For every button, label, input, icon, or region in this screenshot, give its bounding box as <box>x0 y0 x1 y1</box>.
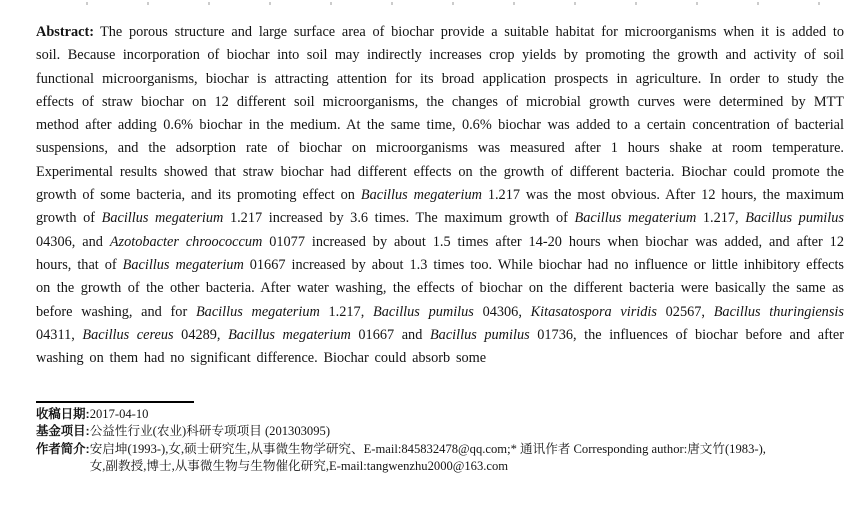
abstract-text-run: 1.217, <box>319 303 373 320</box>
fund-project-label: 基金项目: <box>36 424 90 439</box>
abstract-text-run: 01736, the influences of biochar before and after washing on them had no significant difference. Biochar could absorb some <box>36 326 844 367</box>
abstract-text-run: 04289, <box>173 326 229 343</box>
received-date-label: 收稿日期: <box>36 407 90 421</box>
fund-project-line <box>36 423 844 440</box>
species-name: Bacillus cereus <box>82 326 174 343</box>
species-name: Azotobacter chroococcum <box>109 233 263 250</box>
footnote-block <box>36 401 844 476</box>
abstract-text <box>36 24 844 366</box>
received-date-line <box>36 406 844 423</box>
species-name: Bacillus megaterium <box>101 210 224 227</box>
abstract-text-run: 04306, and <box>36 233 110 250</box>
abstract-text-run: 1.217, <box>696 210 746 227</box>
species-name: Bacillus megaterium <box>122 256 244 273</box>
species-name: Bacillus megaterium <box>574 210 697 227</box>
cropped-text-remnant <box>86 2 842 5</box>
species-name: Kitasatospora viridis <box>530 303 657 320</box>
received-date-value: 2017-04-10 <box>89 407 149 421</box>
species-name: Bacillus megaterium <box>360 187 482 204</box>
abstract-text-run: The porous structure and large surface area of biochar provide a suitable habitat for microorganisms when it is added to soil. Because incorporation of biochar into soil may indirectly increases crop yields by promoting the growth and activity of soil functional microorganisms, biochar is attracting attention for its broad application prospects in agriculture. In order to study the effects of straw biochar on 12 different soil microorganisms, the changes of microbial growth curves were determined by MTT method after adding 0.6% biochar in the medium. At the same time, 0.6% biochar was added to a certain concentration of bacterial suspensions, and the adsorption rate of biochar on microorganisms was measured after 1 hours shake at room temperature. Experimental results showed that straw biochar had different effects on the growth of different bacteria. Biochar could promote the growth of some bacteria, and its promoting effect on <box>36 24 844 204</box>
author-bio-label: 作者简介: <box>36 441 90 456</box>
abstract-text-run: 04311, <box>36 326 83 343</box>
abstract-text-run: 1.217 increased by 3.6 times. The maximum growth of <box>223 210 575 227</box>
species-name: Bacillus thuringiensis <box>713 303 844 320</box>
author-bio-line1: 安启坤(1993-),女,硕士研究生,从事微生物学研究、E-mail:845832478@qq.com;* 通讯作者 Corresponding author:唐文竹(1983-), <box>89 441 766 456</box>
author-bio-line2: 女,副教授,博士,从事微生物与生物催化研究,E-mail:tangwenzhu2000@163.com <box>89 459 509 474</box>
abstract-text-run: 02567, <box>656 303 714 320</box>
abstract-text-run: 01667 increased by about 1.3 times too. While biochar had no influence or little inhibitory effects on the growth of the other bacteria. After water washing, the effects of biochar on the different bacteria were basically the same as before washing, and for <box>36 256 844 320</box>
abstract-text-run: 01077 increased by about 1.5 times after 14-20 hours when biochar was added, and after 12 hours, that of <box>36 233 844 273</box>
species-name: Bacillus pumilus <box>373 303 474 320</box>
species-name: Bacillus pumilus <box>745 210 844 227</box>
abstract-label: Abstract: <box>36 24 94 40</box>
species-name: Bacillus pumilus <box>429 326 530 343</box>
abstract-paragraph <box>36 21 844 370</box>
species-name: Bacillus megaterium <box>228 326 351 343</box>
abstract-text-run: 04306, <box>473 303 531 320</box>
species-name: Bacillus megaterium <box>195 303 320 320</box>
abstract-text-run: 01667 and <box>350 326 430 343</box>
author-bio-content <box>90 441 766 476</box>
author-bio-line <box>36 441 844 476</box>
fund-project-value: 公益性行业(农业)科研专项项目 (201303095) <box>89 424 331 439</box>
abstract-text-run: 1.217 was the most obvious. After 12 hours, the maximum growth of <box>36 187 844 227</box>
footnote-divider <box>36 401 194 403</box>
